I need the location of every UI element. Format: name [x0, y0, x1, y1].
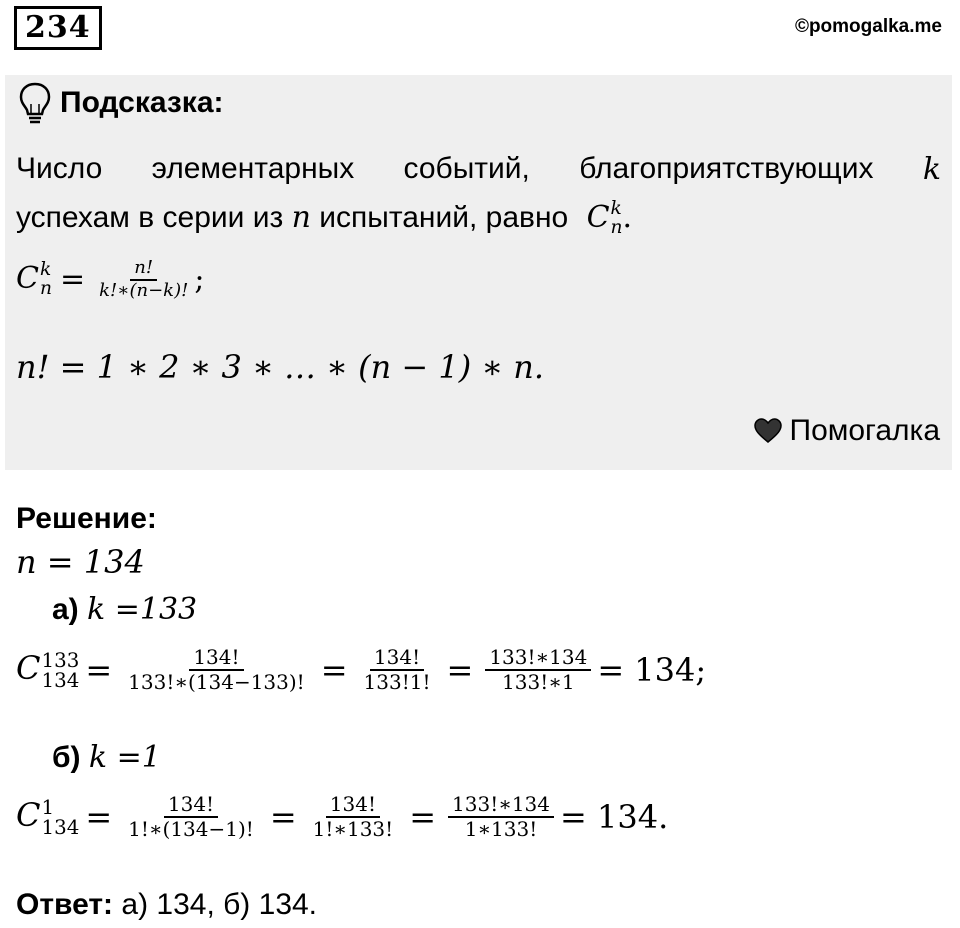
- result: = 134;: [597, 651, 707, 689]
- hint-word: Число: [16, 152, 103, 185]
- heart-icon: [754, 418, 782, 444]
- comb-symbol: C 133 134: [16, 648, 80, 692]
- hint-var-k: k: [922, 152, 941, 187]
- comb-fraction: $\frac{n!}{k!∗(n-k)!}$: [99, 257, 189, 301]
- item-b: [52, 740, 161, 775]
- brand-label: [754, 414, 941, 448]
- answer: [16, 888, 317, 922]
- item-label: а): [52, 593, 79, 626]
- fraction: $\frac{134!}{133!∗(134-133)!}$: [128, 645, 305, 694]
- hint-text-line1: [16, 152, 941, 187]
- item-k-value: k =1: [88, 740, 161, 775]
- comb-symbol: C 1 134: [16, 795, 80, 839]
- hint-text: испытаний, равно: [319, 201, 569, 234]
- hint-word: элементарных: [151, 152, 355, 185]
- item-k-value: k =133: [87, 592, 198, 627]
- site-watermark: ©pomogalka.me: [794, 16, 942, 37]
- answer-text: а) 134, б) 134.: [121, 888, 318, 921]
- result: = 134.: [560, 798, 669, 836]
- hint-period: .: [622, 200, 633, 235]
- solution-title: Решение:: [16, 502, 157, 535]
- hint-word: событий,: [403, 152, 530, 185]
- item-a: [52, 592, 197, 627]
- fraction: $\frac{133!∗134}{1∗133!}$: [448, 793, 554, 841]
- equation-b: C 1 134 = $\frac{134!}{1!∗(134-1)!}$ = $\frac{134!}{1!∗133!}$ = $\frac{133!∗134}{1∗133!}$ = 134.: [16, 792, 669, 841]
- hint-text-line2: [16, 200, 632, 238]
- problem-number: 234: [14, 6, 102, 50]
- lightbulb-icon: [18, 82, 52, 126]
- factorial-formula: n! = 1 ∗ 2 ∗ 3 ∗ … ∗ (n − 1) ∗ n.: [16, 348, 545, 386]
- hint-word: благоприятствующих: [579, 152, 874, 185]
- brand-text: Помогалка: [789, 414, 940, 447]
- comb-symbol: C k n: [586, 198, 623, 238]
- fraction: $\frac{134!}{133!1!}$: [363, 645, 431, 694]
- fraction: $\frac{134!}{1!∗133!}$: [312, 792, 394, 841]
- fraction: $\frac{133!∗134}{133!∗1}$: [485, 646, 591, 694]
- hint-var-n: n: [291, 200, 311, 235]
- answer-label: Ответ:: [16, 888, 114, 921]
- comb-formula: C k n = $\frac{n!}{k!∗(n-k)!}$ ;: [16, 257, 205, 301]
- comb-symbol: C k n: [16, 259, 52, 299]
- n-value: n = 134: [16, 543, 145, 581]
- fraction: $\frac{134!}{1!∗(134-1)!}$: [128, 792, 254, 841]
- hint-text: успехам в серии из: [16, 201, 284, 234]
- equation-a: C 133 134 = $\frac{134!}{133!∗(134-133)!}$ = $\frac{134!}{133!1!}$ = $\frac{133!∗134}{133!∗1}$ = 134;: [16, 645, 707, 694]
- hint-title: Подсказка:: [60, 86, 224, 119]
- item-label: б): [52, 741, 81, 774]
